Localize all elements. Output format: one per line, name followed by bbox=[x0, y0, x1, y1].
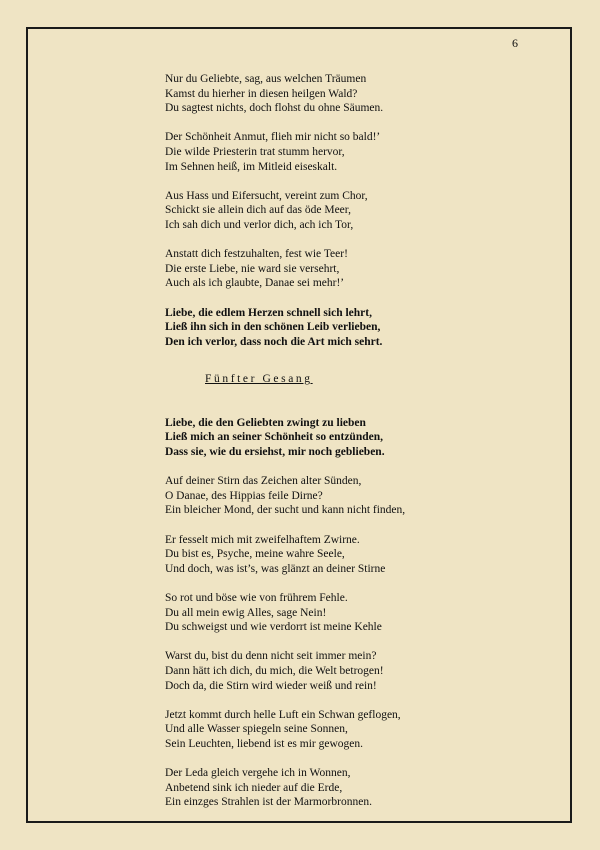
verse-line: Ein einzges Strahlen ist der Marmorbronnen. bbox=[165, 796, 372, 809]
stanza bbox=[165, 416, 545, 460]
verse-line: Ein bleicher Mond, der sucht und kann nicht finden, bbox=[165, 504, 406, 517]
stanza bbox=[165, 306, 545, 350]
stanza bbox=[165, 766, 545, 810]
verse-line: Der Schönheit Anmut, flieh mir nicht so bald!’ bbox=[165, 131, 381, 144]
verse-line: Dass sie, wie du ersiehst, mir noch geblieben. bbox=[165, 446, 385, 459]
verse-line: Und doch, was ist’s, was glänzt an deiner Stirne bbox=[165, 562, 386, 575]
stanza bbox=[165, 591, 545, 635]
verse-line: Jetzt kommt durch helle Luft ein Schwan geflogen, bbox=[165, 708, 401, 721]
verse-line: Und alle Wasser spiegeln seine Sonnen, bbox=[165, 723, 348, 736]
stanza bbox=[165, 247, 545, 291]
stanza bbox=[165, 72, 545, 116]
verse-line: Du sagtest nichts, doch flohst du ohne Säumen. bbox=[165, 102, 384, 115]
verse-line: Schickt sie allein dich auf das öde Meer, bbox=[165, 204, 352, 217]
verse-line: So rot und böse wie von frührem Fehle. bbox=[165, 592, 348, 604]
verse-line: Liebe, die edlem Herzen schnell sich lehrt, bbox=[165, 306, 372, 319]
verse-line: Ich sah dich und verlor dich, ach ich Tor, bbox=[165, 218, 354, 231]
verse-line: Kamst du hierher in diesen heilgen Wald? bbox=[165, 87, 358, 100]
stanza bbox=[165, 474, 545, 518]
verse-line: Auf deiner Stirn das Zeichen alter Sünden, bbox=[165, 475, 362, 488]
poem-section-a bbox=[165, 72, 545, 349]
verse-line: Doch da, die Stirn wird wieder weiß und rein! bbox=[165, 679, 377, 692]
verse-line: O Danae, des Hippias feile Dirne? bbox=[165, 489, 323, 502]
verse-line: Er fesselt mich mit zweifelhaftem Zwirne. bbox=[165, 533, 360, 546]
verse-line: Du all mein ewig Alles, sage Nein! bbox=[165, 606, 327, 619]
poem-body bbox=[165, 72, 545, 825]
verse-line: Im Sehnen heiß, im Mitleid eiseskalt. bbox=[165, 160, 338, 173]
verse-line: Ließ mich an seiner Schönheit so entzünden, bbox=[165, 431, 383, 444]
stanza bbox=[165, 533, 545, 577]
verse-line: Warst du, bist du denn nicht seit immer mein? bbox=[165, 650, 377, 663]
stanza bbox=[165, 708, 545, 752]
verse-line: Nur du Geliebte, sag, aus welchen Träumen bbox=[165, 73, 367, 85]
section-heading: Fünfter Gesang bbox=[205, 373, 313, 386]
verse-line: Aus Hass und Eifersucht, vereint zum Chor, bbox=[165, 189, 368, 202]
verse-line: Anstatt dich festzuhalten, fest wie Teer! bbox=[165, 248, 348, 261]
verse-line: Die wilde Priesterin trat stumm hervor, bbox=[165, 145, 345, 158]
verse-line: Sein Leuchten, liebend ist es mir gewogen. bbox=[165, 737, 364, 750]
verse-line: Liebe, die den Geliebten zwingt zu lieben bbox=[165, 416, 366, 429]
stanza bbox=[165, 130, 545, 174]
verse-line: Die erste Liebe, nie ward sie versehrt, bbox=[165, 262, 340, 275]
verse-line: Ließ ihn sich in den schönen Leib verlieben, bbox=[165, 321, 381, 334]
verse-line: Dann hätt ich dich, du mich, die Welt betrogen! bbox=[165, 664, 384, 677]
verse-line: Du bist es, Psyche, meine wahre Seele, bbox=[165, 548, 345, 561]
verse-line: Du schweigst und wie verdorrt ist meine Kehle bbox=[165, 621, 382, 634]
verse-line: Auch als ich glaubte, Danae sei mehr!’ bbox=[165, 277, 345, 290]
stanza bbox=[165, 649, 545, 693]
page-number: 6 bbox=[512, 36, 518, 50]
verse-line: Anbetend sink ich nieder auf die Erde, bbox=[165, 781, 343, 794]
stanza bbox=[165, 189, 545, 233]
verse-line: Der Leda gleich vergehe ich in Wonnen, bbox=[165, 767, 351, 780]
poem-section-b bbox=[165, 416, 545, 810]
verse-line: Den ich verlor, dass noch die Art mich sehrt. bbox=[165, 335, 383, 348]
